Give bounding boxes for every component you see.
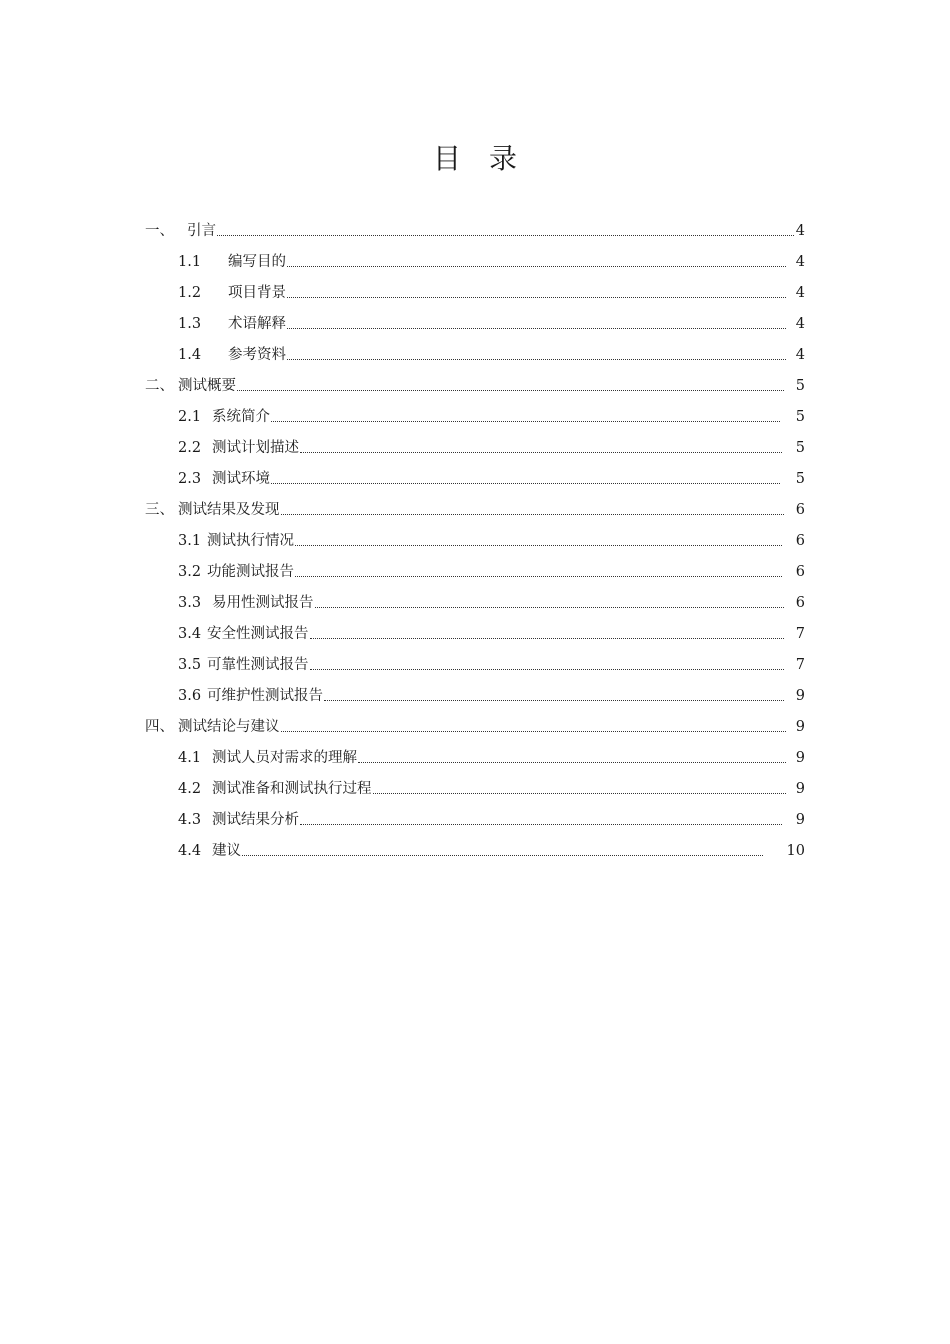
toc-entry-4-3[interactable] [0, 800, 805, 831]
toc-leader-dots [315, 606, 784, 608]
toc-entry-number: 4.2 [178, 781, 202, 797]
toc-entry-page: 4 [795, 254, 805, 270]
toc-entry-text: 系统简介 [212, 409, 270, 425]
toc-entry-number: 1.1 [178, 254, 202, 270]
toc-entry-number: 2.3 [178, 471, 202, 487]
toc-entry-text: 术语解释 [228, 316, 286, 332]
toc-entry-text: 安全性测试报告 [207, 626, 309, 642]
toc-leader-dots [310, 637, 784, 639]
toc-entry-page: 9 [795, 812, 805, 828]
toc-leader-dots [373, 792, 786, 794]
toc-entry-3-6[interactable] [0, 676, 805, 707]
toc-leader-dots [300, 451, 782, 453]
toc-entry-4-1[interactable] [0, 738, 805, 769]
toc-entry-page: 5 [795, 471, 805, 487]
toc-entry-page: 6 [795, 502, 805, 518]
toc-leader-dots [287, 327, 786, 329]
toc-entry-page: 9 [795, 688, 805, 704]
toc-entry-number: 2.1 [178, 409, 202, 425]
toc-entry-text: 测试计划描述 [212, 440, 299, 456]
toc-entry-text: 可靠性测试报告 [207, 657, 309, 673]
toc-entry-number: 二、 [145, 378, 174, 394]
toc-entry-text: 参考资料 [228, 347, 286, 363]
toc-entry-number: 3.3 [178, 595, 202, 611]
toc-entry-number: 四、 [145, 719, 174, 735]
toc-entry-number: 三、 [145, 502, 174, 518]
toc-entry-number: 4.4 [178, 843, 202, 859]
toc-leader-dots [287, 296, 786, 298]
toc-entry-2-1[interactable] [0, 397, 805, 428]
toc-entry-text: 编写目的 [228, 254, 286, 270]
toc-entry-text: 引言 [187, 223, 216, 239]
toc-entry-4-2[interactable] [0, 769, 805, 800]
toc-entry-page: 9 [795, 750, 805, 766]
toc-entry-3-5[interactable] [0, 645, 805, 676]
toc-entry-number: 3.2 [178, 564, 202, 580]
toc-entry-4-4[interactable] [0, 831, 805, 862]
toc-entry-text: 测试执行情况 [207, 533, 294, 549]
toc-entry-text: 测试结果分析 [212, 812, 299, 828]
toc-entry-1-2[interactable] [0, 273, 805, 304]
toc-entry-text: 测试环境 [212, 471, 270, 487]
toc-entry-1-3[interactable] [0, 304, 805, 335]
toc-leader-dots [271, 482, 780, 484]
toc-entry-4[interactable] [0, 707, 805, 738]
toc-entry-number: 4.3 [178, 812, 202, 828]
toc-entry-text: 项目背景 [228, 285, 286, 301]
toc-leader-dots [217, 234, 794, 236]
toc-leader-dots [295, 544, 782, 546]
toc-entry-number: 2.2 [178, 440, 202, 456]
toc-entry-3-2[interactable] [0, 552, 805, 583]
toc-entry-page: 5 [795, 409, 805, 425]
toc-entry-number: 3.4 [178, 626, 202, 642]
toc-entry-3-4[interactable] [0, 614, 805, 645]
toc-entry-number: 4.1 [178, 750, 202, 766]
toc-entry-number: 3.5 [178, 657, 202, 673]
toc-entry-text: 测试结论与建议 [178, 719, 280, 735]
toc-entry-2[interactable] [0, 366, 805, 397]
toc-entry-page: 6 [795, 533, 805, 549]
toc-entry-text: 测试人员对需求的理解 [212, 750, 357, 766]
toc-entry-text: 测试准备和测试执行过程 [212, 781, 372, 797]
toc-entry-page: 9 [795, 719, 805, 735]
toc-entry-text: 功能测试报告 [207, 564, 294, 580]
toc-leader-dots [237, 389, 784, 391]
toc-leader-dots [287, 358, 786, 360]
toc-entry-text: 建议 [212, 843, 241, 859]
toc-entry-1-4[interactable] [0, 335, 805, 366]
toc-leader-dots [300, 823, 782, 825]
toc-entry-number: 1.4 [178, 347, 202, 363]
toc-entry-3[interactable] [0, 490, 805, 521]
toc-entry-page: 4 [795, 347, 805, 363]
toc-entry-page: 4 [795, 316, 805, 332]
toc-entry-page: 5 [795, 440, 805, 456]
toc-leader-dots [271, 420, 780, 422]
toc-entry-3-3[interactable] [0, 583, 805, 614]
toc-entry-page: 7 [795, 626, 805, 642]
toc-title [0, 137, 950, 177]
toc-entry-text: 测试概要 [178, 378, 236, 394]
toc-entry-3-1[interactable] [0, 521, 805, 552]
toc-leader-dots [358, 761, 786, 763]
toc-entry-number: 3.6 [178, 688, 202, 704]
toc-leader-dots [281, 513, 784, 515]
toc-leader-dots [281, 730, 786, 732]
toc-entry-number: 一、 [145, 223, 174, 239]
toc-entry-2-2[interactable] [0, 428, 805, 459]
toc-entry-number: 1.2 [178, 285, 202, 301]
toc-entry-page: 4 [795, 285, 805, 301]
toc-title-char-2: 录 [489, 141, 518, 175]
toc-entry-number: 1.3 [178, 316, 202, 332]
toc-entry-page: 4 [795, 223, 805, 239]
toc-leader-dots [242, 854, 763, 856]
toc-entry-1[interactable] [0, 211, 805, 242]
toc-leader-dots [310, 668, 784, 670]
toc-entry-page: 5 [795, 378, 805, 394]
toc-entry-text: 测试结果及发现 [178, 502, 280, 518]
toc-leader-dots [295, 575, 782, 577]
toc-entry-text: 易用性测试报告 [212, 595, 314, 611]
toc-entry-1-1[interactable] [0, 242, 805, 273]
toc-entry-page: 6 [795, 564, 805, 580]
toc-entry-page: 6 [795, 595, 805, 611]
toc-entry-text: 可维护性测试报告 [207, 688, 323, 704]
toc-entry-page: 10 [786, 843, 805, 859]
toc-entry-number: 3.1 [178, 533, 202, 549]
toc-entry-page: 9 [795, 781, 805, 797]
toc-entry-page: 7 [795, 657, 805, 673]
toc-entry-2-3[interactable] [0, 459, 805, 490]
toc-list [0, 211, 950, 862]
toc-leader-dots [324, 699, 784, 701]
toc-leader-dots [287, 265, 786, 267]
toc-title-char-1: 目 [432, 141, 461, 175]
